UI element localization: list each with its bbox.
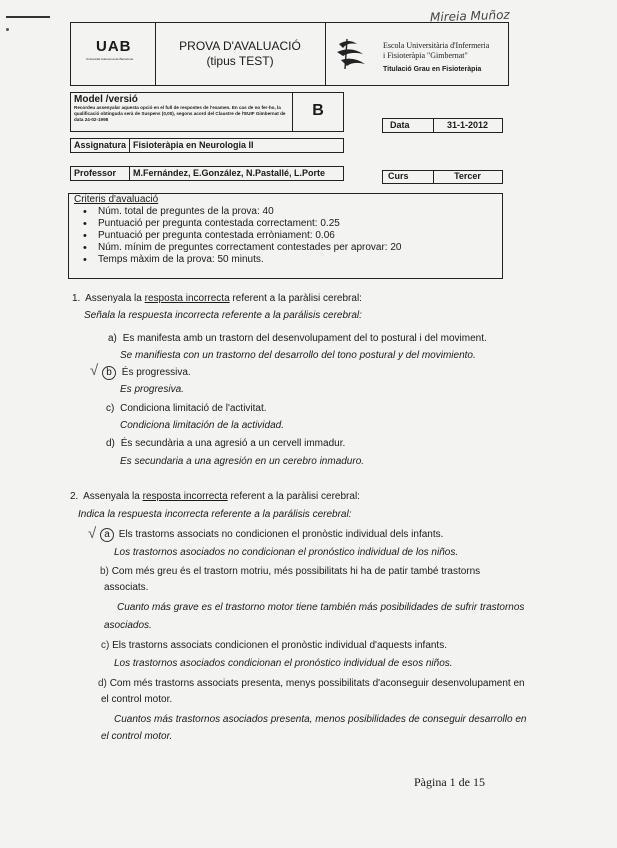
degree-name: Titulació Grau en Fisioteràpia <box>383 66 482 73</box>
stem-text-post: referent a la paràlisi cerebral: <box>227 491 360 502</box>
criteria-item: • Núm. mínim de preguntes correctament contestades per aprovar: 20 <box>74 242 494 254</box>
option-text: És secundària a una agresió a un cervell immadur. <box>120 438 346 449</box>
model-note: Recordeu assenyalar aquesta opció en el full de respostes de l'examen. En cas de no fer-ho, la qualificació obtinguda serà de Suspens (0,00), segons acord del Claustre de l'EUIF Gimbernat de data 24-02-1998 <box>74 105 286 122</box>
handwritten-name: Mireia Muñoz <box>429 7 510 25</box>
stem-text: Assenyala la <box>83 491 143 502</box>
option-text: És progressiva. <box>121 367 191 378</box>
q1-option-b <box>102 366 191 380</box>
gimbernat-logo-icon <box>333 36 369 72</box>
q2-option-d-es-cont: el control motor. <box>101 731 173 742</box>
q2-option-b-es: Cuanto más grave es el trastorno motor tiene también más posibilidades de sufrir trastornos <box>117 602 525 613</box>
option-letter-circled: a <box>100 528 114 542</box>
option-text: Com més greu és el trastorn motriu, més possibilitats hi ha de patir també trastorns <box>111 566 481 577</box>
question-number: 1. <box>72 293 81 304</box>
question-1-stem <box>72 293 362 304</box>
option-text: Es manifesta amb un trastorn del desenvolupament del to postural i del moviment. <box>122 333 487 344</box>
option-letter: b) <box>100 566 109 577</box>
school-name-line1: Escola Universitària d'Infermeria <box>383 41 490 50</box>
criteria-item: • Puntuació per pregunta contestada erròniament: 0.06 <box>74 230 494 242</box>
q2-option-b <box>100 566 480 577</box>
date-value: 31-1-2012 <box>446 120 489 130</box>
model-version-value: B <box>312 102 324 119</box>
q1-option-a <box>108 333 487 344</box>
header-divider-2 <box>325 22 326 85</box>
question-2-stem <box>70 491 360 502</box>
page-number: Pàgina 1 de 15 <box>414 775 485 789</box>
professor-divider <box>129 166 130 180</box>
q2-option-b-es-cont: asociados. <box>104 620 152 631</box>
professor-label: Professor <box>74 168 117 178</box>
option-text: Com més trastorns associats presenta, menys possibilitats d'aconseguir desenvolupament en <box>109 678 525 689</box>
exam-subtitle: (tipus TEST) <box>206 54 274 68</box>
subject-divider <box>129 138 130 152</box>
q1-option-a-es: Se manifiesta con un trastorno del desarrollo del tono postural y del movimiento. <box>120 350 476 361</box>
model-label: Model /versió <box>74 94 138 105</box>
scan-dot <box>6 28 9 31</box>
q2-option-c-es: Los trastornos asociados condicionan el pronóstico individual de esos niños. <box>114 658 453 669</box>
criteria-item: • Núm. total de preguntes de la prova: 40 <box>74 206 494 218</box>
course-label: Curs <box>388 171 409 181</box>
q2-option-d-es: Cuantos más trastornos asociados presenta, menos posibilidades de conseguir desarrollo en <box>114 714 527 725</box>
uab-logo: UAB <box>96 38 132 55</box>
option-letter: c) <box>106 403 115 414</box>
q2-option-d <box>98 678 525 689</box>
option-letter: d) <box>98 678 107 689</box>
q1-option-d-es: Es secundaria a una agresión en un cerebro inmaduro. <box>120 456 365 467</box>
stem-underlined: resposta incorrecta <box>144 293 230 304</box>
uab-logo-subtitle: Universitat Autònoma de Barcelona <box>86 57 134 61</box>
criteria-item: • Puntuació per pregunta contestada correctament: 0.25 <box>74 218 494 230</box>
option-text: Els trastorns associats condicionen el pronòstic individual d'aquests infants. <box>112 640 447 651</box>
scan-mark-top-left <box>6 16 50 18</box>
check-icon: √ <box>90 362 99 379</box>
option-letter: d) <box>106 438 115 449</box>
q1-option-d <box>106 438 345 449</box>
question-1-stem-es: Señala la respuesta incorrecta referente a la parálisis cerebral: <box>84 310 362 321</box>
subject-value: Fisioteràpia en Neurologia II <box>133 140 254 150</box>
option-letter: a) <box>108 333 117 344</box>
subject-label: Assignatura <box>74 140 127 150</box>
date-label: Data <box>390 120 410 130</box>
criteria-title: Criteris d'avaluació <box>74 194 159 205</box>
option-text: Els trastorns associats no condicionen el pronòstic individual dels infants. <box>118 529 444 540</box>
option-letter-circled: b <box>102 366 116 380</box>
q1-option-b-es: Es progresiva. <box>120 384 184 395</box>
stem-text-post: referent a la paràlisi cerebral: <box>229 293 362 304</box>
exam-title: PROVA D'AVALUACIÓ <box>179 39 301 53</box>
q2-option-d-cont: el control motor. <box>101 694 173 705</box>
q2-option-c <box>101 640 447 651</box>
option-text: Condiciona limitació de l'activitat. <box>120 403 267 414</box>
criteria-list <box>74 206 494 266</box>
question-2-stem-es: Indica la respuesta incorrecta referente a la parálisis cerebral: <box>78 509 352 520</box>
q2-option-b-cont: associats. <box>104 582 149 593</box>
question-number: 2. <box>70 491 79 502</box>
q1-option-c-es: Condiciona limitación de la actividad. <box>120 420 284 431</box>
stem-underlined: resposta incorrecta <box>142 491 228 502</box>
q1-option-c <box>106 403 267 414</box>
check-icon: √ <box>88 525 97 542</box>
course-value: Tercer <box>454 171 481 181</box>
option-letter: c) <box>101 640 110 651</box>
q2-option-a <box>100 528 443 542</box>
stem-text: Assenyala la <box>85 293 145 304</box>
school-name-line2: i Fisioteràpia "Gimbernat" <box>383 51 468 60</box>
professor-value: M.Fernández, E.González, N.Pastallé, L.Porte <box>133 168 326 178</box>
q2-option-a-es: Los trastornos asociados no condicionan el pronóstico individual de los niños. <box>114 547 459 558</box>
criteria-item: • Temps màxim de la prova: 50 minuts. <box>74 254 494 266</box>
